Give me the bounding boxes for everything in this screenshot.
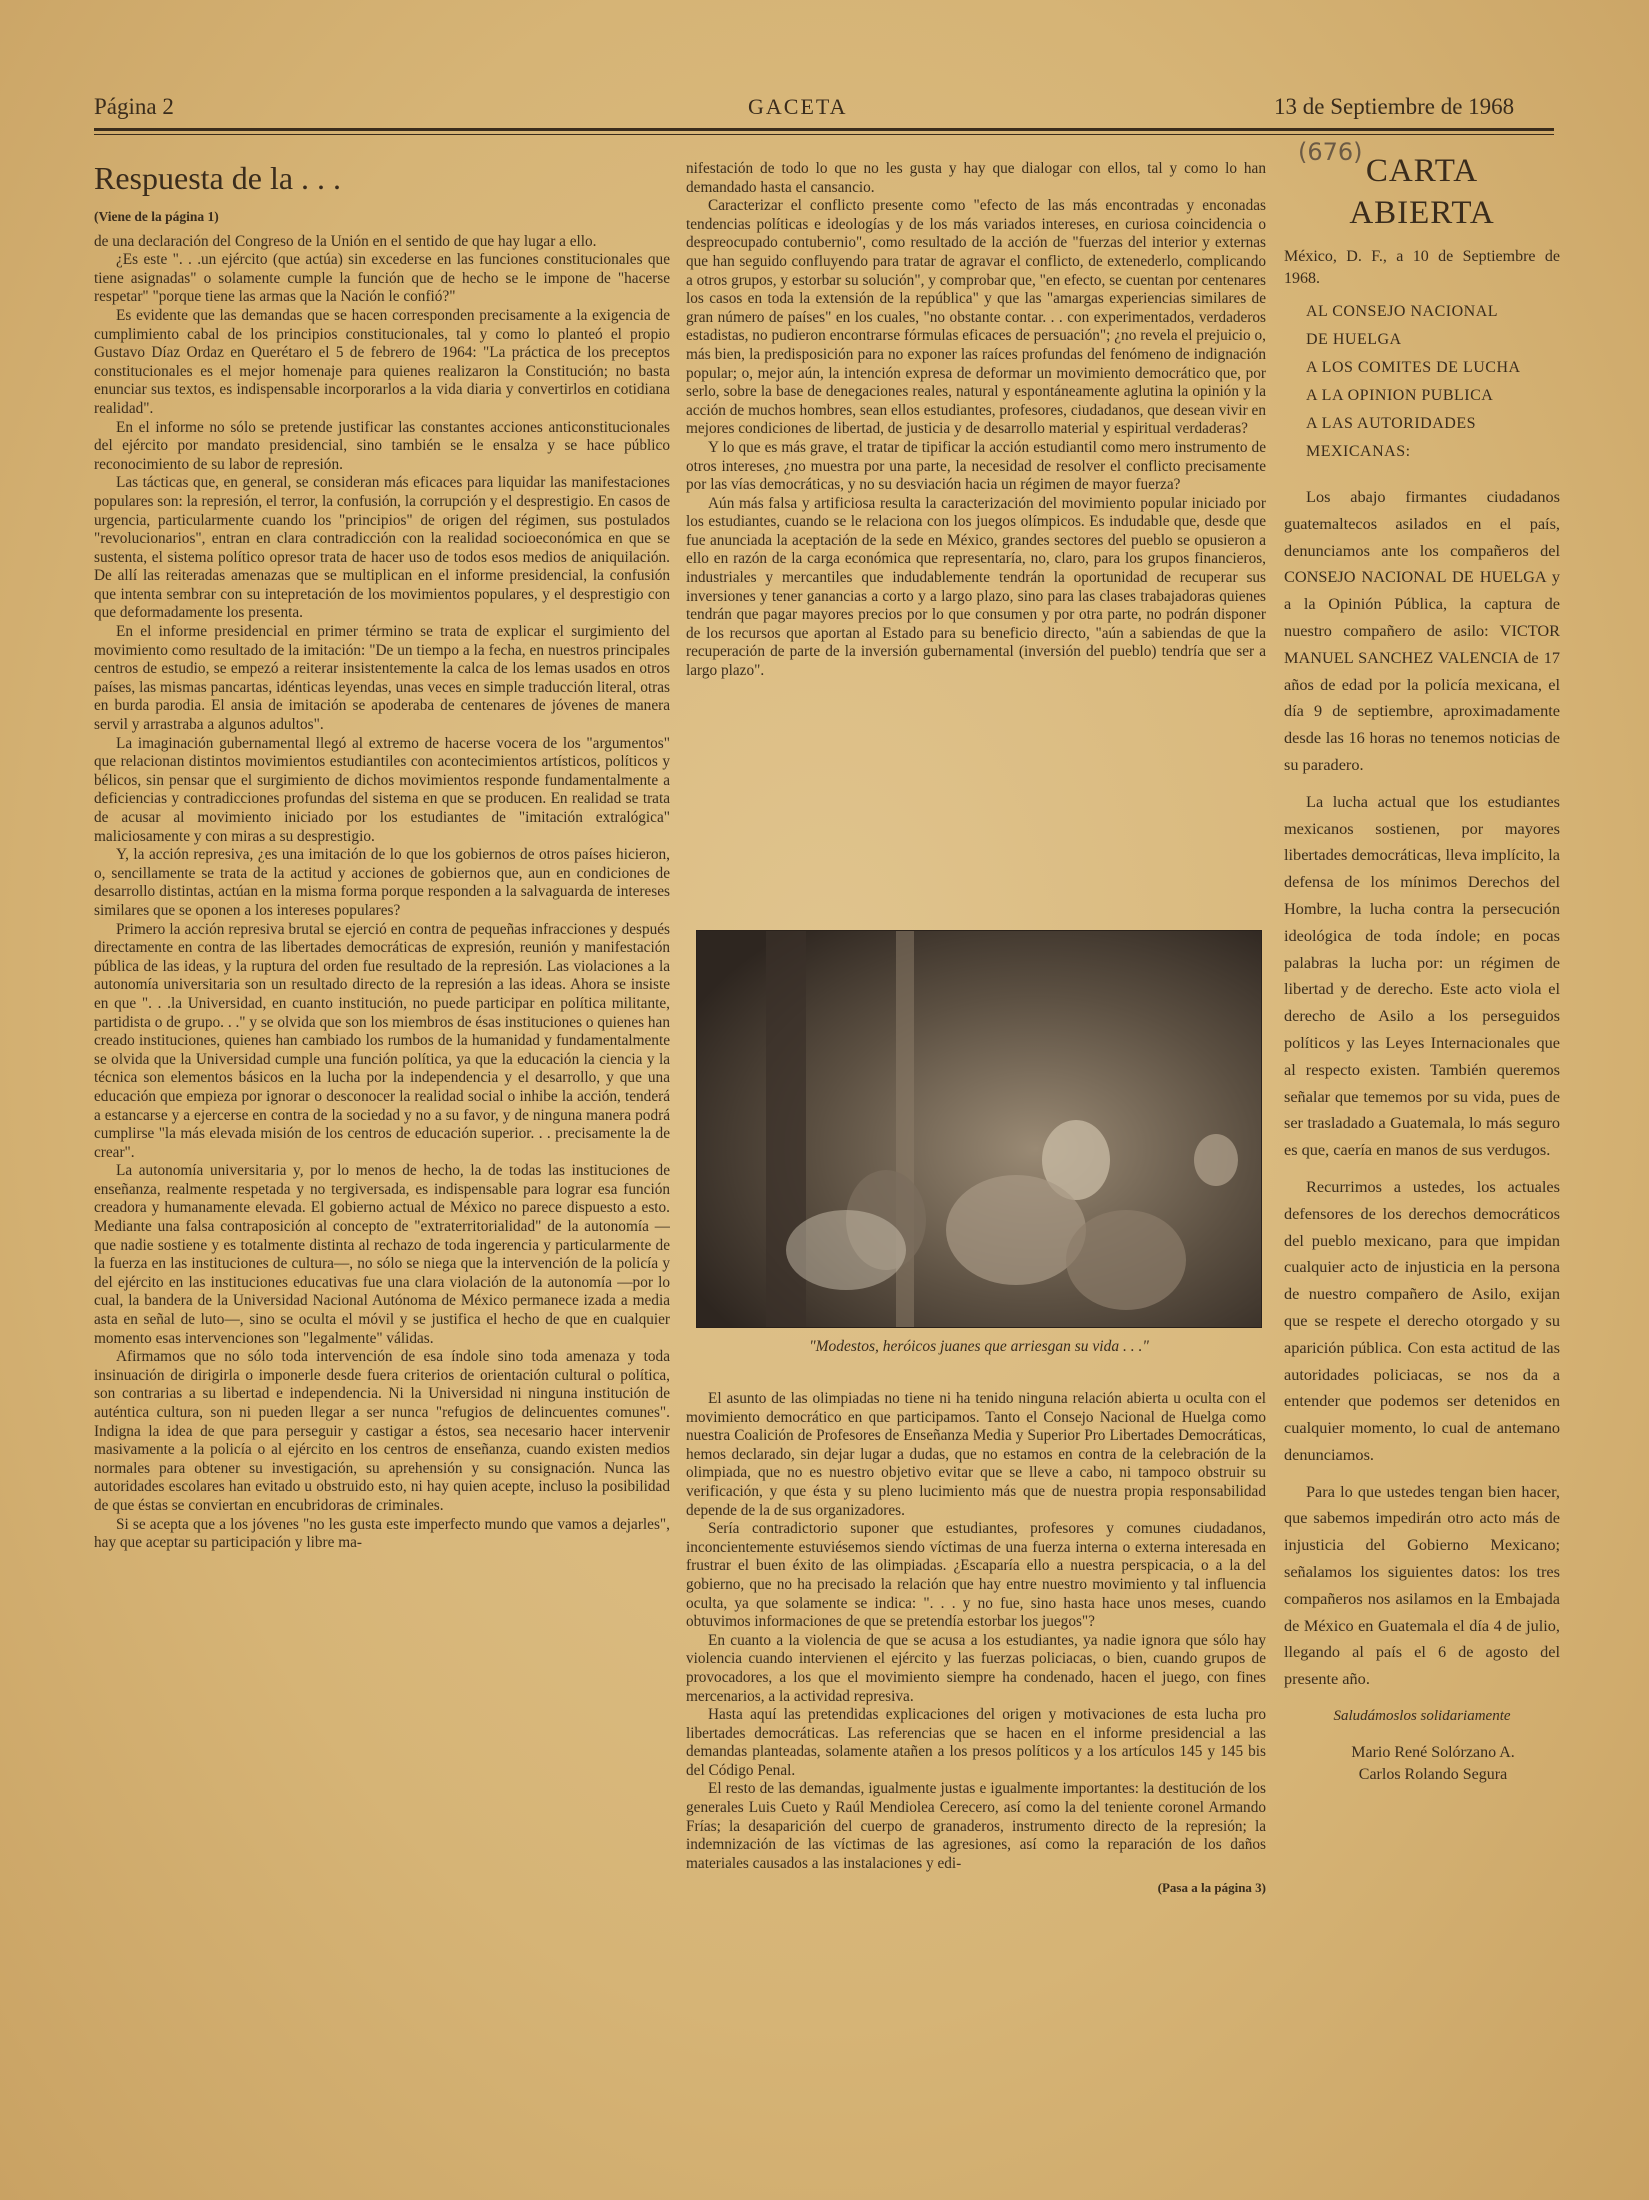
signature: Mario René Solórzano A.: [1351, 1743, 1515, 1761]
issue-date: 13 de Septiembre de 1968: [1274, 94, 1515, 119]
paragraph: Y lo que es más grave, el tratar de tipificar la acción estudiantil como mero instrumento de otros intereses, ¿no muestra por una parte, la necesidad de resolver el conflicto precisamente por las vías democráticas, y no su desviación hacia un régimen de mayor fuerza?: [686, 438, 1266, 494]
title-line: CARTA: [1365, 153, 1479, 189]
paragraph: En cuanto a la violencia de que se acusa a los estudiantes, ya nadie ignora que sólo hay violencia cuando intervienen el ejército y las fuerzas policiacas, o bien, cuando grupos de provocadores, a los que el movimiento siempre ha condenado, hacen el juego, con fines mercenarios, a la actividad represiva.: [686, 1631, 1266, 1705]
paragraph: ¿Es este ". . .un ejército (que actúa) sin excederse en las funciones constitucionales que tiene asignadas" o solamente cumple la función que de hecho se le impone de "hacerse respetar" "porque tiene las armas que la Nación le confió?": [94, 251, 670, 306]
paragraph: Caracterizar el conflicto presente como "efecto de las más encontradas y enconadas tendencias políticas e ideologías y de los más variados intereses, en curiosa coincidencia o despreocupado contubernio", como resultado de la acción de "fuerzas del interior y externas que han seguido confluyendo para tratar de agravar el conflicto, de extenederlo, complicando a otros grupos, y estorbar su solución", y comprobar que, "en efecto, se cuentan por centenares los casos en toda la extensión de la república" y que las "amargas experiencias similares de gran número de países" en los cuales, "no obstante contar. . . con experimentados, verdaderos estadistas, no pudieron encontrarse fórmulas eficaces de persuación"; ¿no revela el prejuicio o, más bien, la predisposición para no exponer las raíces profundas del fenómeno de indignación popular; o, mejor aún, la intención expresa de deformar un movimiento democrático que, por serlo, sobre la base de denegaciones reales, natural y espontáneamente aglutina la opinión y la acción de muchos hombres, sean ellos estudiantes, profesores, ciudadanos, que desean vivir en mejores condiciones de libertad, de justicia y de desarrollo material y espiritual verdaderas?: [686, 197, 1266, 438]
paragraph: Hasta aquí las pretendidas explicaciones del origen y motivaciones de esta lucha pro libertades democráticas. Las referencias que se hacen en el informe presidencial a las demandas planteadas, solamente atañen a los presos políticos y a los artículos 145 y 145 bis del Código Penal.: [686, 1706, 1266, 1779]
letter-paragraph: Recurrimos a ustedes, los actuales defensores de los derechos democráticos del pueblo mexicano, para que impidan cualquier acto de injusticia en la persona de nuestro compañero de Asilo, exijan que se respete el derecho otorgado y su aparición pública. Con esta actitud de las autoridades policiacas, se nos da a entender que podemos ser detenidos en cualquier momento, lo cual de antemano denunciamos.: [1284, 1176, 1560, 1464]
paragraph: El asunto de las olimpiadas no tiene ni ha tenido ninguna relación abierta u oculta con el movimiento democrático en que participamos. Tanto el Consejo Nacional de Huelga como nuestra Coalición de Profesores de Enseñanza Media y Superior Pro Libertades Democráticas, hemos declarado, sin dejar lugar a dudas, que no estamos en contra de la celebración de la olimpiada, que no es nuestro objetivo evitar que se lleve a cabo, ni tampoco obstruir su verificación, y que ésta y su pleno lucimiento más que de nuestra propia responsabilidad depende de la de sus organizadores.: [686, 1390, 1266, 1519]
masthead: GACETA: [748, 94, 848, 119]
paragraph: Sería contradictorio suponer que estudiantes, profesores y comunes ciudadanos, inconcientemente estuviésemos siendo víctimas de una fuerza interna o externa interesada en frustrar el buen éxito de las olimpiadas. ¿Escaparía ello a nuestra perspicacia, o a la del gobierno, que no ha precisado la relación que hay entre nuestro movimiento y tal influencia oculta, ya que solamente se indica: ". . . y no fue, sino hasta hace unos meses, cuando obtuvimos informaciones de que se pretendía estorbar los juegos"?: [686, 1520, 1266, 1631]
paragraph: En el informe presidencial en primer término se trata de explicar el surgimiento del movimiento como resultado de la imitación: "De un tiempo a la fecha, en nuestros principales centros de estudio, se empezó a reiterar insistentemente la calca de los lemas usados en otros países, las mismas pancartas, idénticas leyendas, unas veces en simple traducción literal, otras en burda parodia. El ansia de imitación se apoderaba de centenares de jóvenes de manera servil y arrastraba a algunos adultos".: [94, 623, 670, 734]
signature: Carlos Rolando Segura: [1358, 1765, 1508, 1783]
address-line: A LOS COMITES DE LUCHA: [1306, 359, 1521, 376]
paragraph: Es evidente que las demandas que se hacen corresponden precisamente a la exigencia de cumplimiento cabal de los principios constitucionales, tal y como lo planteó el propio Gustavo Díaz Ordaz en Querétaro el 5 de febrero de 1964: "La práctica de los preceptos constitucionales es el mejor homenaje para quienes realizaron la Constitución; no basta enunciar sus textos, es indispensable incorporarlos a la vida diaria y convertirlos en cotidiana realidad".: [94, 306, 670, 417]
header-rule: [94, 128, 1554, 131]
paragraph: de una declaración del Congreso de la Unión en el sentido de que hay lugar a ello.: [94, 232, 597, 250]
paragraph: En el informe no sólo se pretende justificar las constantes acciones anticonstitucionales del ejército por mandato presidencial, sino también se le ensalza y se hace público reconocimiento de su labor de represión.: [94, 418, 670, 473]
open-letter-title: [1284, 150, 1560, 234]
letter-paragraph: Para lo que ustedes tengan bien hacer, que sabemos impedirán otro acto más de injusticia del Gobierno Mexicano; señalamos los siguientes datos: los tres compañeros nos asilamos en la Embajada de México en Guatemala el día 4 de julio, llegando al país el 6 de agosto del presente año.: [1284, 1481, 1560, 1689]
address-line: A LA OPINION PUBLICA: [1306, 387, 1494, 404]
paragraph: La imaginación gubernamental llegó al extremo de hacerse vocera de los "argumentos" que relacionan distintos movimientos estudiantiles con acontecimientos artísticos, políticos y bélicos, sin pensar que el surgimiento de dichos movimientos responde fundamentalmente a deficiencias y contradicciones profundas del sistema en que se producen. En realidad se trata de acusar al movimiento iniciado por los estudiantes de "imitación extralógica" maliciosamente y con miras a su desprestigio.: [94, 734, 670, 845]
news-photo: [696, 930, 1262, 1328]
address-line: AL CONSEJO NACIONAL: [1306, 303, 1499, 320]
handwritten-note: (676): [1298, 138, 1363, 166]
paragraph: Afirmamos que no sólo toda intervención de esa índole sino toda amenaza y toda insinuación de dirigirla o imponerle desde fuera criterios de orientación cultural o política, son contrarias a su libertad e independencia. Ni la Universidad ni ninguna institución de auténtica cultura, son ni pueden llegar a ser nunca "refugios de delincuentes comunes". Indigna la idea de que para perseguir y castigar a éstos, sea necesario hacer intervenir masivamente a la policía o al ejército en los centros de enseñanza, cuando existen medios normales para obtener su investigación, su aprehensión y su consignación. Nunca las autoridades escolares han evitado u obstruido esto, ni hay quien acepte, incluso la posibilidad de que éstas se conviertan en encubridoras de criminales.: [94, 1348, 670, 1514]
open-letter-column: [1284, 150, 1560, 2060]
title-line: ABIERTA: [1349, 195, 1495, 231]
header-rule-thin: [94, 134, 1554, 135]
article-title: Respuesta de la . . .: [94, 160, 342, 196]
paragraph: Las tácticas que, en general, se consideran más eficaces para liquidar las manifestaciones populares son: la represión, el terror, la confusión, la corrupción y el desprestigio. En casos de urgencia, particularmente cuando los "principios" de origen del régimen, sus postulados "revolucionarios", entran en clara contradicción con la realidad socioeconómica en que se sustenta, el sistema político opresor trata de hacer uso de todos esos medios de aniquilación. De allí las reiteradas amenazas que se multiplican en el informe presidencial, la confusión que intenta sembrar con su intepretación de los movimientos populares, y el desprestigio con que deformadamente los presenta.: [94, 474, 670, 622]
address-line: A LAS AUTORIDADES: [1306, 415, 1476, 432]
paragraph: Aún más falsa y artificiosa resulta la caracterización del movimiento popular iniciado por los estudiantes, cuando se le relaciona con los juegos olímpicos. Es indudable que, desde que fue anunciada la aceptación de la sede en México, grandes sectores del pueblo se opusieron a ello en razón de la carga económica que representaría, no, claro, para los grupos financieros, industriales y mercantiles que indudablemente tendrán la oportunidad de recuperar sus inversiones y tener ganancias a corto y a largo plazo, sino para las clases trabajadoras quienes tendrán que pagar mayores precios por lo que consumen y por otra parte, no podrán disponer de los recursos que aportan al Estado para su beneficio directo, "aún a sabiendas de que la recuperación de parte de la inversión gubernamental (inversión del pueblo) tendría que ser a largo plazo".: [686, 494, 1266, 680]
page-number: Página 2: [94, 94, 174, 119]
letter-paragraph: Los abajo firmantes ciudadanos guatemaltecos asilados en el país, denunciamos ante los compañeros del CONSEJO NACIONAL DE HUELGA y a la Opinión Pública, la captura de nuestro compañero de asilo: VICTOR MANUEL SANCHEZ VALENCIA de 17 años de edad por la policía mexicana, el día 9 de septiembre, aproximadamente desde las 16 horas no tenemos noticias de su paradero.: [1284, 487, 1560, 774]
continued-from: (Viene de la página 1): [94, 209, 219, 224]
paragraph: nifestación de todo lo que no les gusta y hay que dialogar con ellos, tal y como lo han demandado hasta el cansancio.: [686, 160, 1266, 196]
paragraph: Si se acepta que a los jóvenes "no les gusta este imperfecto mundo que vamos a dejarles", hay que aceptar su participación y libre ma-: [94, 1515, 670, 1552]
article-column-2: [686, 160, 1266, 920]
paragraph: Primero la acción represiva brutal se ejerció en contra de pequeñas infracciones y después directamente en contra de las libertades democráticas de expresión, reunión y manifestación pública de las ideas, y la ruptura del orden fue resultado de la represión. Las violaciones a la autonomía universitaria son un resultado directo de la represión a las ideas. Ahora se insiste en que ". . .la Universidad, en cuanto institución, no puede participar en política militante, partidista o de grupo. . ." y se olvida que son los miembros de ésas instituciones o quienes han creado instituciones, quienes han cambiado los rumbos de la humanidad y fundamentalmente se olvida que la Universidad cumple una función política, ya que la educación la ciencia y la técnica son elementos básicos en la lucha por la independencia y el desarrollo, y que una educación que empieza por ignorar o desconocer la realidad social o inhibe la acción, tenderá a estancarse y a ejercerse en contra de la sociedad y no a su favor, y de ninguna manera podrá cumplirse "la más elevada misión de los centros de educación superior. . . precisamente la de crear".: [94, 920, 670, 1161]
photo-image: [696, 930, 1262, 1328]
address-line: MEXICANAS:: [1306, 443, 1411, 460]
letter-address: [1284, 298, 1560, 466]
letter-paragraph: La lucha actual que los estudiantes mexicanos sostienen, por mayores libertades democráticas, lleva implícito, la defensa de los mínimos Derechos del Hombre, la lucha contra la persecución ideológica de toda índole; en pocas palabras la lucha por: un régimen de libertad y de derecho. Este acto viola el derecho de Asilo a los perseguidos políticos y las Leyes Internacionales que al respecto existen. También queremos señalar que tememos por su vida, pues de ser trasladado a Guatemala, lo más seguro es que, caería en manos de sus verdugos.: [1284, 791, 1560, 1160]
article-column-1: [94, 150, 670, 2060]
paragraph: La autonomía universitaria y, por lo menos de hecho, la de todas las instituciones de enseñanza, realmente respetada y no tergiversada, es indispensable para lograr esa función creadora y humanamente elevada. El gobierno actual de México no parece dispuesto a esto. Mediante una falsa contraposición al concepto de "extraterritorialidad" de la autonomía —que nadie sostiene y es totalmente distinta al rechazo de toda ingerencia y particularmente de la fuerza en las instituciones de cultura—, no sólo se niega que la intervención de la policía y del ejército en las instituciones educativas fue una clara violación de la autonomía —por lo cual, la bandera de la Universidad Nacional Autónoma de México permanece izada a media asta en señal de luto—, sino se oculta el móvil y se justifica el hecho de que en cualquier momento esas intervenciones son "legalmente" válidas.: [94, 1162, 670, 1347]
letter-closing: Saludámoslos solidariamente: [1333, 1708, 1511, 1725]
signatures: [1284, 1742, 1560, 1786]
address-line: DE HUELGA: [1306, 331, 1402, 348]
letter-date: México, D. F., a 10 de Septiembre de 1968.: [1284, 248, 1560, 287]
paragraph: Y, la acción represiva, ¿es una imitación de lo que los gobiernos de otros países hicieron, o, sencillamente se trata de la actitud y acciones de gobiernos que, aun en condiciones de desarrollo distintas, actúan en la misma forma porque responden a la salvaguarda de intereses similares que se oponen a los intereses populares?: [94, 846, 670, 919]
continues-on: (Pasa a la página 3): [1157, 1880, 1266, 1896]
article-column-2-bottom: [686, 1390, 1266, 2080]
paragraph: El resto de las demandas, igualmente justas e igualmente importantes: la destitución de los generales Luis Cueto y Raúl Mendiolea Cerecero, así como la del teniente coronel Armando Frías; la desaparición del cuerpo de granaderos, instrumento directo de la represión; la indemnización de las víctimas de las agresiones, así como la reparación de los daños materiales causados a las instalaciones y edi-: [686, 1780, 1266, 1872]
photo-caption: "Modestos, heróicos juanes que arriesgan su vida . . .": [809, 1338, 1149, 1355]
